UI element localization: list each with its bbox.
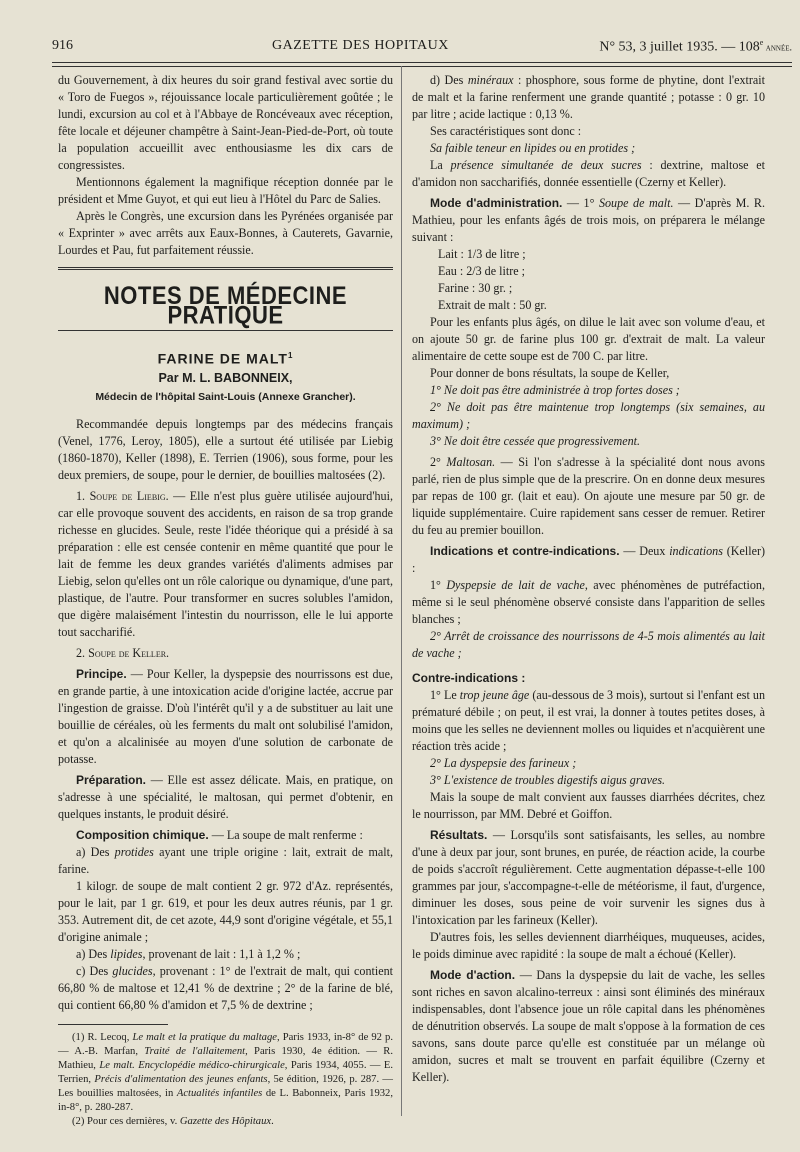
section-rule	[58, 330, 393, 331]
caracteristique-2: La présence simultanée de deux sucres : dextrine, maltose et d'amidon non saccharifiés, donnée essentielle (Czerny et Keller).	[412, 158, 765, 189]
contra-note: Mais la soupe de malt convient aux fausses diarrhées décrites, chez le nourrisson, par MM. Debré et Goiffon.	[412, 790, 765, 821]
author-affiliation: Médecin de l'hôpital Saint-Louis (Annexe Grancher).	[95, 390, 356, 403]
journal-title: GAZETTE DES HOPITAUX	[272, 38, 449, 53]
contra-indication-1: 1° Le trop jeune âge (au-dessous de 3 mois), surtout si l'enfant est un prématuré débile ; on peut, il est vrai, la donner à toutes petites doses, à moins que les selles ne deviennent molles ou liquides et n'acquièrent une réaction très acide ;	[412, 688, 765, 753]
maltosan-paragraph: 2° Maltosan. — Si l'on s'adresse à la spécialité dont nous avons parlé, rien de plus simple que de la prescrire. On en donne deux mesures par repas de 100 gr. (lait et eau). On ajoute une mesure par 50 gr. de liquide supplémentaire. Cuire rapidement sans cesser de remuer. Retirer du feu au premier bouillon.	[412, 455, 765, 537]
section-title: NOTES DE MÉDECINE PRATIQUE	[103, 280, 348, 330]
composition-paragraph: Composition chimique. — La soupe de malt renferme :	[76, 827, 363, 842]
keller-heading: 2. Soupe de Keller.	[76, 645, 170, 660]
indication-1: 1° Dyspepsie de lait de vache, avec phénomènes de putréfaction, même si le seul phénomène observé consiste dans l'apparition de selles blanches ;	[412, 578, 765, 626]
footnote-rule	[58, 1024, 168, 1025]
section-double-rule	[58, 267, 393, 270]
footnote-2: (2) Pour ces dernières, v. Gazette des Hôpitaux.	[72, 1115, 274, 1127]
mode-administration-paragraph: Mode d'administration. — 1° Soupe de malt. — D'après M. R. Mathieu, pour les enfants âgés de trois mois, on préparera le mélange suivant :	[412, 196, 766, 244]
composition-glucides: c) Des glucides, provenant : 1° de l'extrait de malt, qui contient 66,80 % de maltose et 12,41 % de dextrine ; 2° de la farine de blé, qui contient 66,80 % d'amidon et 7,5 % de dextrine ;	[58, 963, 393, 1012]
article-title: FARINE DE MALT$^1$	[157, 350, 294, 367]
mix-lait: Lait : 1/3 de litre ;	[438, 247, 526, 261]
principe-paragraph: Principe. — Pour Keller, la dyspepsie des nourrissons est due, en grande partie, à une intoxication acide d'origine lactée, accrue par l'ingestion de graisse. D'où l'intérêt qu'il y a de substituer au lait une bouillie de céréales, où les ferments du malt ont solubilisé l'amidon, et qu'on a alcalinisée au moyen d'une solution de carbonate de potasse.	[58, 666, 393, 766]
article-author: Par M. L. BABONNEIX,	[158, 370, 293, 385]
caracteristiques-intro: Ses caractéristiques sont donc :	[430, 124, 582, 138]
mix-farine: Farine : 30 gr. ;	[438, 281, 513, 295]
good-results-intro: Pour donner de bons résultats, la soupe de Keller,	[430, 366, 670, 380]
preparation-paragraph: Préparation. — Elle est assez délicate. Mais, en pratique, on s'adresse à une spécialité, le maltosan, qui permet d'obtenir, en quelques instants, le produit désiré.	[58, 772, 393, 821]
indications-paragraph: Indications et contre-indications. — Deux indications (Keller) :	[412, 544, 765, 575]
intro-paragraph-3: Après le Congrès, une excursion dans les Pyrénées organisée par « Exprinter » avec arrêts aux Eaux-Bonnes, à Cauterets, Gavarnie, Lourdes et Pau, fut parfaitement réussie.	[58, 209, 393, 257]
good-results-1: 1° Ne doit pas être administrée à trop fortes doses ;	[430, 383, 680, 397]
composition-protides: a) Des protides ayant une triple origine : lait, extrait de malt, farine.	[58, 844, 394, 876]
mineraux-paragraph: d) Des minéraux : phosphore, sous forme de phytine, dont l'extrait de malt et la farine renferment une grande quantité ; potasse : 0 gr. 10 par litre ; acide lactique : 0,13 %.	[412, 73, 765, 121]
page-number: 916	[52, 38, 73, 53]
column-divider	[401, 66, 402, 1116]
caracteristique-1: Sa faible teneur en lipides ou en protides ;	[430, 141, 636, 155]
contra-indication-2: 2° La dyspepsie des farineux ;	[430, 756, 577, 770]
contra-indications-heading: Contre-indications :	[412, 671, 526, 685]
composition-kilogram: 1 kilogr. de soupe de malt contient 2 gr. 972 d'Az. représentés, pour le lait, par 1 gr. 619, et pour les deux autres réunis, par 1 gr. 353. Autrement dit, de cet azote, 44,9 sont d'origine végétale, et 55,1 d'origine animale ;	[58, 878, 393, 944]
footnote-1: (1) R. Lecoq, Le malt et la pratique du maltage, Paris 1933, in-8° de 92 p. — A.-B. Marfan, Traité de l'allaitement, Paris 1930, 4e édition. — R. Mathieu, Le malt. Encyclopédie médico-chirurgicale, Paris 1934, 4055. — E. Terrien, Précis d'alimentation des jeunes enfants, 5e édition, 1926, p. 287. — Les bouillies maltosées, in Actualités infantiles de L. Babonneix, Paris 1932, in-8°, p. 280-287.	[58, 1031, 394, 1113]
intro-paragraph-2: Mentionnons également la magnifique réception donnée par le président et Mme Guyot, et qui eut lieu à l'Hôtel du Parc de Salies.	[58, 175, 393, 206]
liebig-paragraph: 1. Soupe de Liebig. — Elle n'est plus guère utilisée aujourd'hui, car elle provoque souvent des accidents, en raison de sa trop grande richesse en glucides. Seule, reste l'idée théorique qui a présidé à sa préparation : elle est censée contenir en même quantité que pour le lait de femme les deux grandes variétés d'aliments admises par Liebig, selon qu'elles ont un rôle calorique ou dynamique, d'une part, plastique, de l'autre. Pour transformer en sucres solubles l'amidon, que digère malaisément l'intestin du nourrisson, elle le lui apporte tout saccharifié.	[58, 488, 393, 639]
intro-paragraph-1: du Gouvernement, à dix heures du soir grand festival avec sortie du « Toro de Fuegos », réjouissance locale particulièrement goûtée ; le lundi, excursion au col et à l'Abbaye de Roncéveaux avec réception, fête locale et déjeuner champêtre à Saint-Jean-Pied-de-Port, où toute la population accueillit avec enthousiasme les dix cars de congressistes.	[58, 73, 393, 172]
good-results-2: 2° Ne doit pas être maintenue trop longtemps (six semaines, au maximum) ;	[412, 400, 765, 431]
good-results-3: 3° Ne doit être cessée que progressivement.	[430, 434, 641, 448]
indication-2: 2° Arrêt de croissance des nourrissons de 4-5 mois alimentés au lait de vache ;	[412, 629, 765, 660]
issue-info: N° 53, 3 juillet 1935. — 108e année.	[599, 38, 792, 55]
header-rule	[52, 62, 792, 63]
page-header	[40, 36, 792, 60]
composition-lipides: a) Des lipides, provenant de lait : 1,1 à 1,2 % ;	[76, 946, 301, 961]
header-rule-thin	[52, 66, 792, 67]
contra-indication-3: 3° L'existence de troubles digestifs aigus graves.	[430, 773, 666, 787]
history-paragraph: Recommandée depuis longtemps par des médecins français (Venel, 1776, Leroy, 1805), elle a surtout été utilisée par Liebig (1860-1870), Keller (1898), E. Terrien (1906), sous forme, pour les deux premiers, de soupe, pour le dernier, de bouillies maltosées (2).	[58, 416, 393, 482]
resultats-paragraph-2: D'autres fois, les selles deviennent diarrhéiques, muqueuses, acides, le poids diminue avec rapidité : la soupe de malt a échoué (Keller).	[412, 930, 765, 961]
mix-eau: Eau : 2/3 de litre ;	[438, 264, 525, 278]
older-children-paragraph: Pour les enfants plus âgés, on dilue le lait avec son volume d'eau, et on ajoute 50 gr. de farine plus 100 gr. d'extrait de malt. La valeur alimentaire de cette soupe est de 700 C. par litre.	[412, 315, 765, 363]
right-column	[412, 72, 765, 1086]
mode-action-paragraph: Mode d'action. — Dans la dyspepsie du lait de vache, les selles sont riches en savon alcalino-terreux : ainsi sont éliminés des minéraux indispensables, dont l'absence joue un rôle capital dans les phénomènes de dénutrition observés. La soupe de malt s'oppose à la formation de ces savons, sans doute parce qu'elle est constituée par un mélange où amidon, sucres et malt se trouvent en parfait équilibre (Czerny et Keller).	[412, 968, 765, 1084]
resultats-paragraph: Résultats. — Lorsqu'ils sont satisfaisants, les selles, au nombre d'une à deux par jour, sont brunes, en purée, de réaction acide, la courbe de poids s'accroît régulièrement. Cette augmentation dépasse-t-elle 100 grammes par jour, s'accompagne-t-elle de météorisme, il faut, d'urgence, diminuer les doses, sous peine de voir survenir les signes dus à l'intoxication par les farineux (Keller).	[412, 828, 765, 927]
mix-extrait: Extrait de malt : 50 gr.	[438, 298, 547, 312]
left-column	[58, 72, 393, 1129]
